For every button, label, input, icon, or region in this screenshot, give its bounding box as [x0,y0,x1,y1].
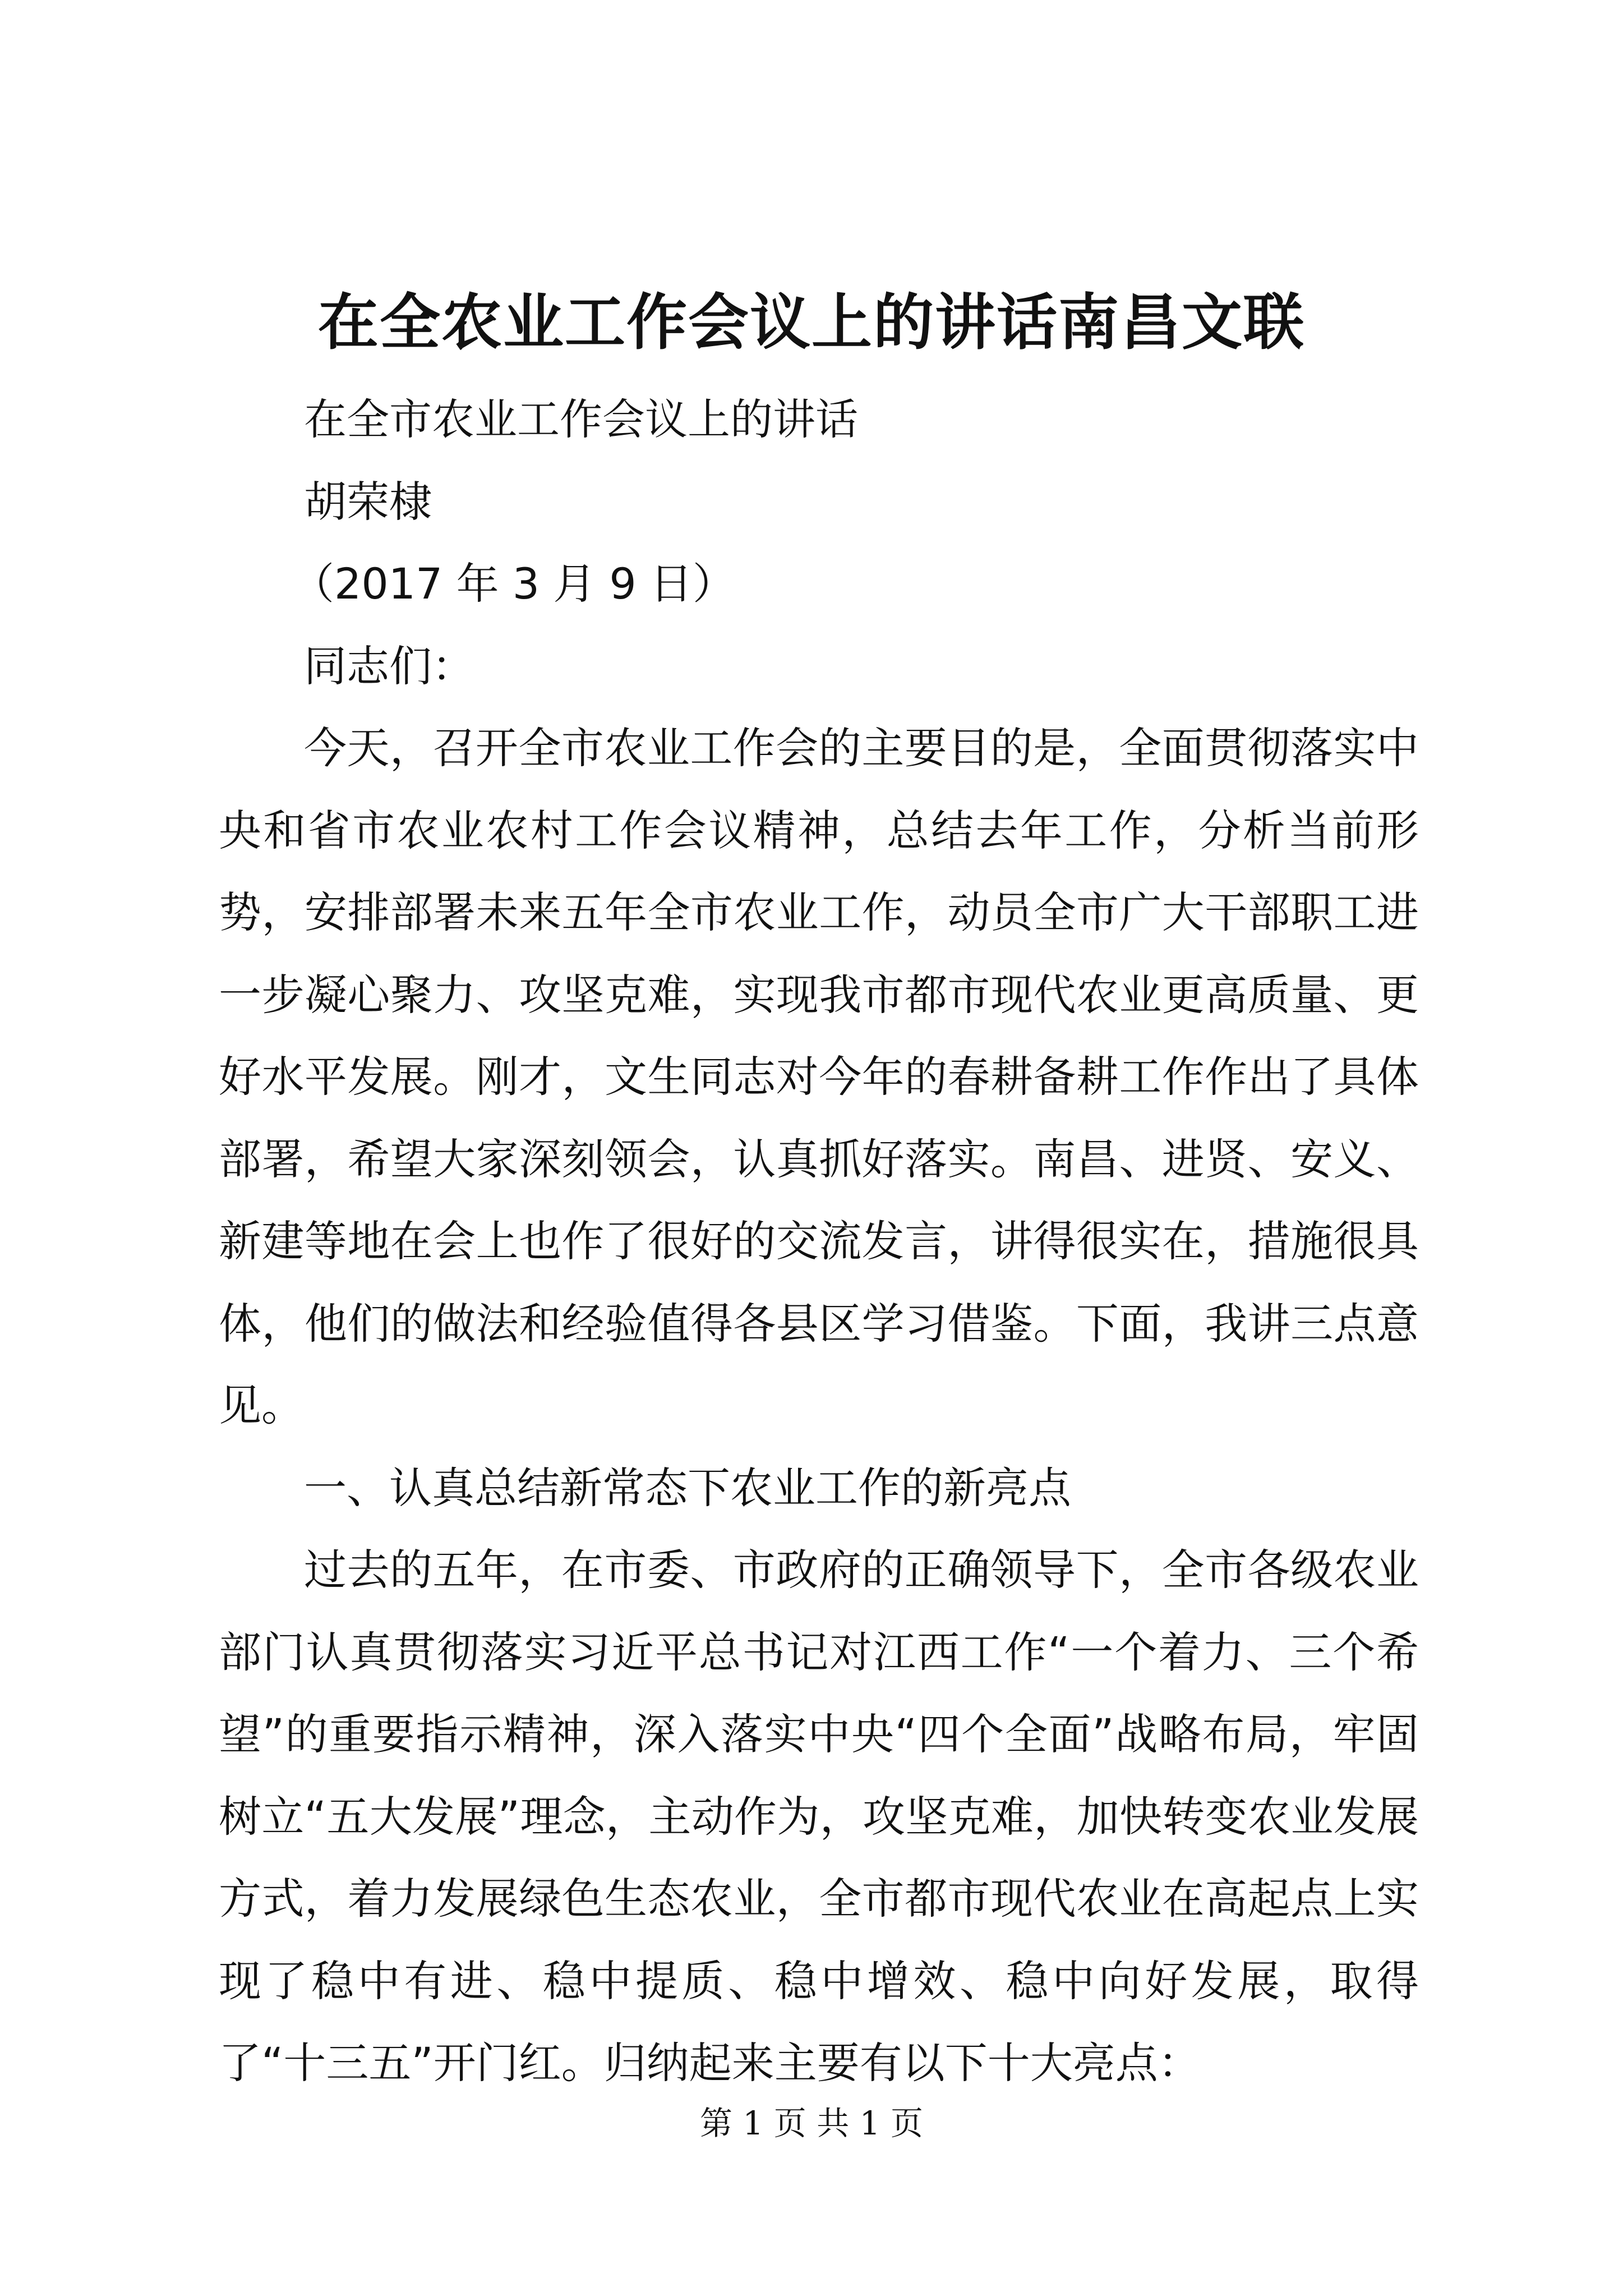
section-heading-1: 一、认真总结新常态下农业工作的新亮点 [304,1462,1071,1513]
document-body [219,379,1419,2105]
salutation: 同志们： [304,641,474,691]
page-footer: 第 1 页 共 1 页 [700,2104,923,2142]
paragraph-review: 过去的五年，在市委、市政府的正确领导下，全市各级农业部门认真贯彻落实习近平总书记对江西工作“一个着力、三个希望”的重要指示精神，深入落实中央“四个全面”战略布局，牢固树立“五大发展”理念，主动作为，攻坚克难，加快转变农业发展方式，着力发展绿色生态农业，全市都市现代农业在高起点上实现了稳中有进、稳中提质、稳中增效、稳中向好发展，取得了“十三五”开门红。归纳起来主要有以下十大亮点： [219,1545,1419,2088]
paragraph-intro: 今天，召开全市农业工作会的主要目的是，全面贯彻落实中央和省市农业农村工作会议精神，总结去年工作，分析当前形势，安排部署未来五年全市农业工作，动员全市广大干部职工进一步凝心聚力、攻坚克难，实现我市都市现代农业更高质量、更好水平发展。刚才，文生同志对今年的春耕备耕工作作出了具体部署，希望大家深刻领会，认真抓好落实。南昌、进贤、安义、新建等地在会上也作了很好的交流发言，讲得很实在，措施很具体，他们的做法和经验值得各县区学习借鉴。下面，我讲三点意见。 [219,723,1419,1430]
document-title: 在全农业工作会议上的讲话南昌文联 [317,287,1305,358]
speech-date: （2017 年 3 月 9 日） [292,559,735,609]
speech-subtitle: 在全市农业工作会议上的讲话 [304,394,858,444]
speaker-name: 胡荣棣 [304,476,432,527]
